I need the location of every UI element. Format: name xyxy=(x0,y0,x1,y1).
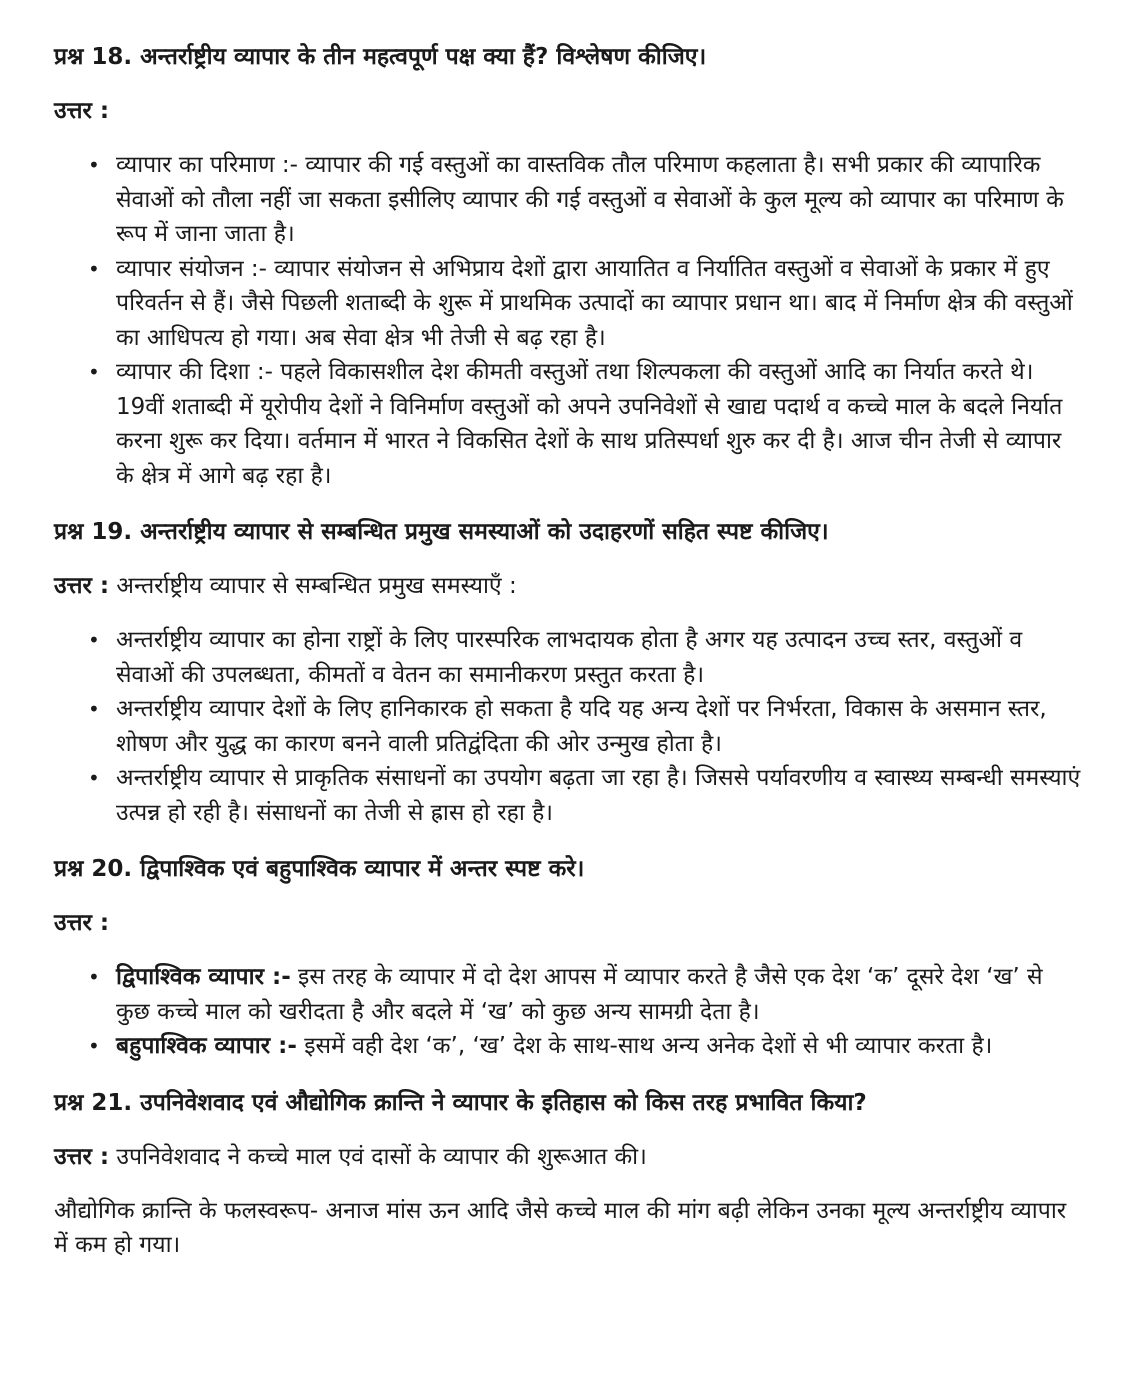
answer-19-line xyxy=(54,569,1082,603)
answer-20-label: उत्तर : xyxy=(54,910,110,936)
answer-20-list xyxy=(54,960,1082,1064)
answer-21-line xyxy=(54,1140,1082,1174)
answer-19-list xyxy=(54,623,1082,830)
answer-19-text: अन्तर्राष्ट्रीय व्यापार से सम्बन्धित प्रमुख समस्याएँ : xyxy=(109,573,517,599)
answer-20-line xyxy=(54,906,1082,940)
multilateral-trade-text: इसमें वही देश ‘क’, ‘ख’ देश के साथ-साथ अन्य अनेक देशों से भी व्यापार करता है। xyxy=(296,1033,993,1059)
multilateral-trade-term: बहुपाश्विक व्यापार :- xyxy=(116,1033,297,1059)
answer-18-line xyxy=(54,94,1082,128)
list-item: • व्यापार का परिमाण :- व्यापार की गई वस्तुओं का वास्तविक तौल परिमाण कहलाता है। सभी प्रकार की व्यापारिक सेवाओं को तौला नहीं जा सकता इसीलिए व्यापार की गई वस्तुओं व सेवाओं के कुल मूल्य को व्यापार का परिमाण के रूप में जाना जाता है। xyxy=(116,148,1082,252)
bilateral-trade-text: इस तरह के व्यापार में दो देश आपस में व्यापार करते है जैसे एक देश ‘क’ दूसरे देश ‘ख’ से कुछ कच्चे माल को खरीदता है और बदले में ‘ख’ को कुछ अन्य सामग्री देता है। xyxy=(116,964,1043,1025)
list-item: • अन्तर्राष्ट्रीय व्यापार से प्राकृतिक संसाधनों का उपयोग बढ़ता जा रहा है। जिससे पर्यावरणीय व स्वास्थ्य सम्बन्धी समस्याएं उत्पन्न हो रही है। संसाधनों का तेजी से ह्रास हो रहा है। xyxy=(116,761,1082,830)
list-item: • अन्तर्राष्ट्रीय व्यापार का होना राष्ट्रों के लिए पारस्परिक लाभदायक होता है अगर यह उत्पादन उच्च स्तर, वस्तुओं व सेवाओं की उपलब्धता, कीमतों व वेतन का समानीकरण प्रस्तुत करता है। xyxy=(116,623,1082,692)
list-item xyxy=(116,960,1082,1029)
answer-19-label: उत्तर : xyxy=(54,573,110,599)
answer-21-text: उपनिवेशवाद ने कच्चे माल एवं दासों के व्यापार की शुरूआत की। xyxy=(109,1143,647,1170)
list-item xyxy=(116,1029,1082,1064)
question-20-heading: प्रश्न 20. द्विपाश्विक एवं बहुपाश्विक व्यापार में अन्तर स्पष्ट करे। xyxy=(54,856,585,882)
bilateral-trade-term: द्विपाश्विक व्यापार :- xyxy=(116,964,291,990)
answer-18-list xyxy=(54,148,1082,493)
answer-18-label: उत्तर : xyxy=(54,98,110,124)
answer-21-label: उत्तर : xyxy=(54,1143,110,1170)
question-18-heading: प्रश्न 18. अन्तर्राष्ट्रीय व्यापार के तीन महत्वपूर्ण पक्ष क्या हैं? विश्लेषण कीजिए। xyxy=(54,44,707,70)
answer-21-paragraph: औद्योगिक क्रान्ति के फलस्वरूप- अनाज मांस ऊन आदि जैसे कच्चे माल की मांग बढ़ी लेकिन उनका मूल्य अन्तर्राष्ट्रीय व्यापार में कम हो गया। xyxy=(54,1197,1067,1258)
list-item: • व्यापार की दिशा :- पहले विकासशील देश कीमती वस्तुओं तथा शिल्पकला की वस्तुओं आदि का निर्यात करते थे। 19वीं शताब्दी में यूरोपीय देशों ने विनिर्माण वस्तुओं को अपने उपनिवेशों से खाद्य पदार्थ व कच्चे माल के बदले निर्यात करना शुरू कर दिया। वर्तमान में भारत ने विकसित देशों के साथ प्रतिस्पर्धा शुरु कर दी है। आज चीन तेजी से व्यापार के क्षेत्र में आगे बढ़ रहा है। xyxy=(116,355,1082,493)
list-item: • व्यापार संयोजन :- व्यापार संयोजन से अभिप्राय देशों द्वारा आयातित व निर्यातित वस्तुओं व सेवाओं के प्रकार में हुए परिवर्तन से हैं। जैसे पिछली शताब्दी के शुरू में प्राथमिक उत्पादों का व्यापार प्रधान था। बाद में निर्माण क्षेत्र की वस्तुओं का आधिपत्य हो गया। अब सेवा क्षेत्र भी तेजी से बढ़ रहा है। xyxy=(116,252,1082,356)
list-item: • अन्तर्राष्ट्रीय व्यापार देशों के लिए हानिकारक हो सकता है यदि यह अन्य देशों पर निर्भरता, विकास के असमान स्तर, शोषण और युद्ध का कारण बनने वाली प्रतिद्वंदिता की ओर उन्मुख होता है। xyxy=(116,692,1082,761)
question-19-heading: प्रश्न 19. अन्तर्राष्ट्रीय व्यापार से सम्बन्धित प्रमुख समस्याओं को उदाहरणों सहित स्पष्ट कीजिए। xyxy=(54,519,829,545)
question-21-heading: प्रश्न 21. उपनिवेशवाद एवं औद्योगिक क्रान्ति ने व्यापार के इतिहास को किस तरह प्रभावित किया? xyxy=(54,1089,867,1116)
